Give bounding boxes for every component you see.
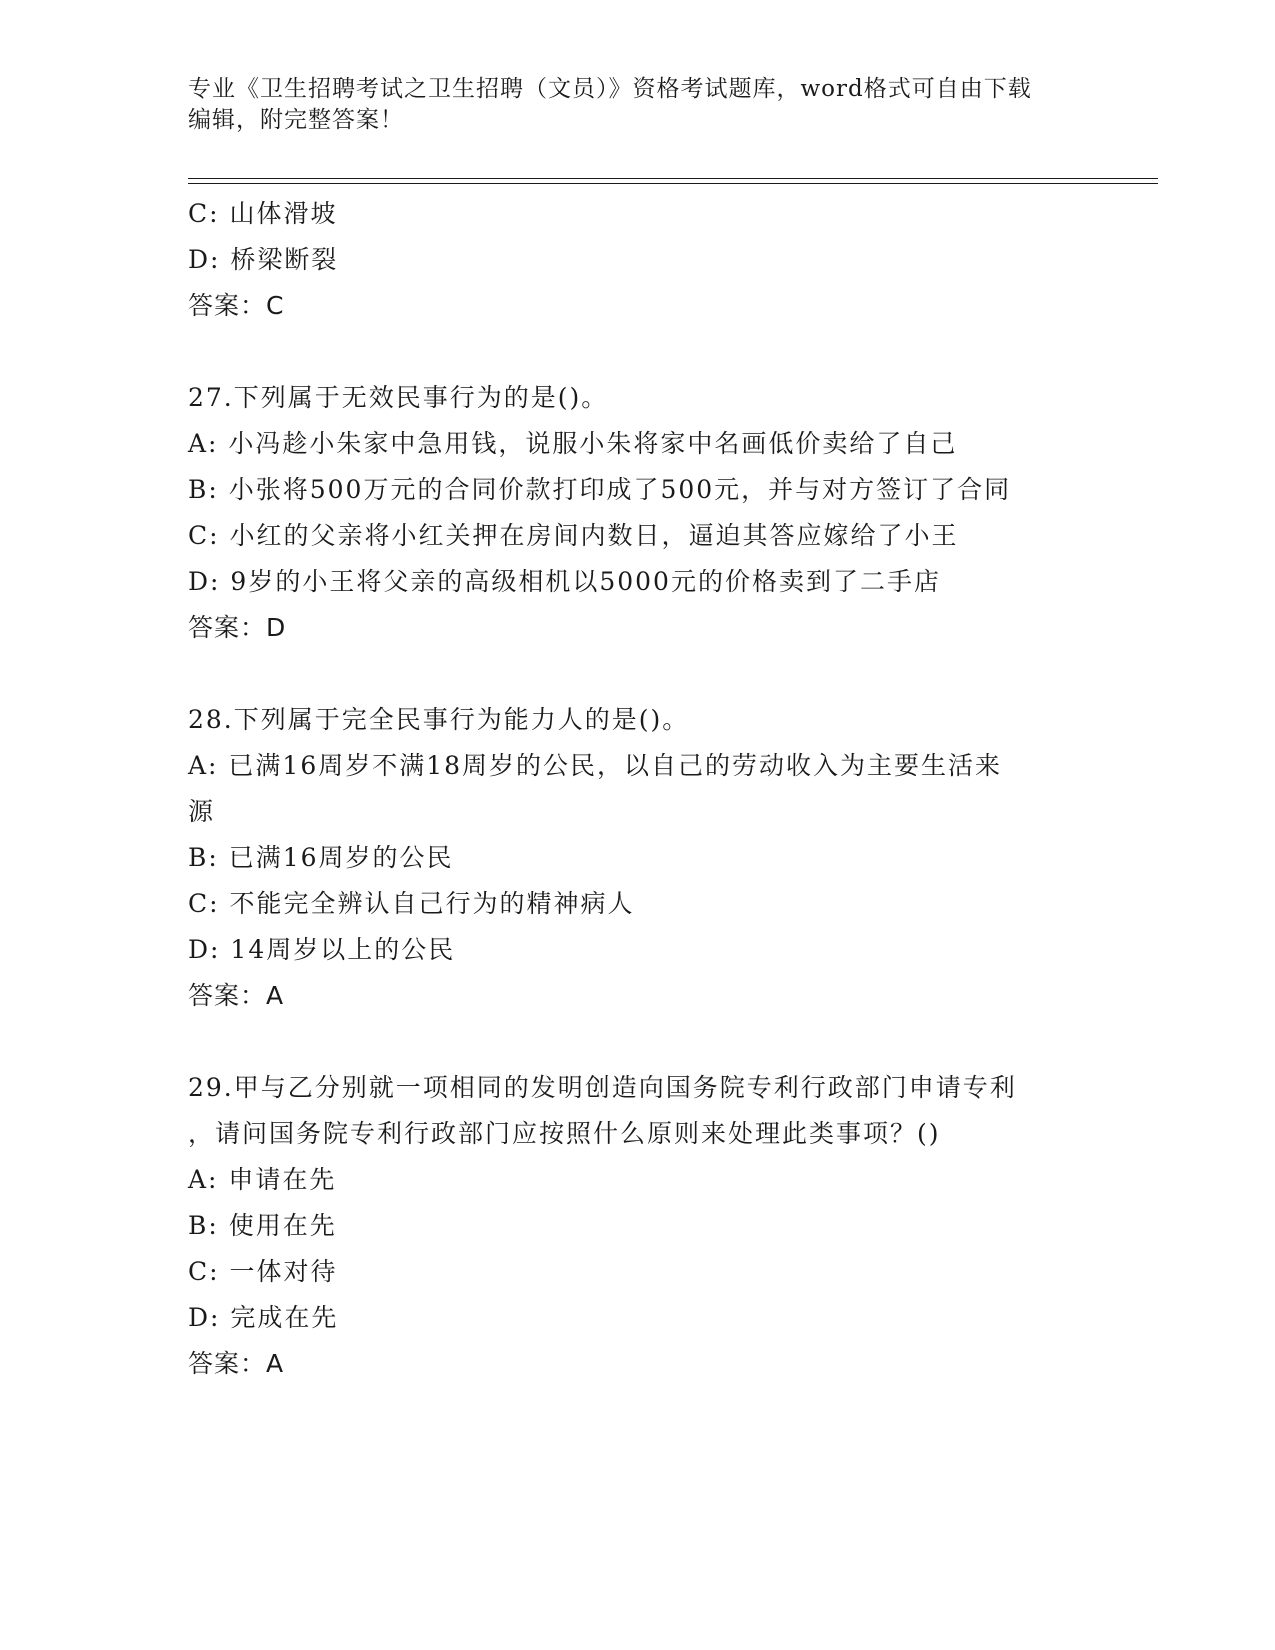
spacer [188, 329, 1088, 375]
question-27 [188, 375, 1088, 651]
header-line-1: 专业《卫生招聘考试之卫生招聘（文员）》资格考试题库，word格式可自由下载 [188, 76, 1032, 102]
question-26-tail [188, 191, 1088, 329]
spacer [188, 651, 1088, 697]
question-stem-continuation: ，请问国务院专利行政部门应按照什么原则来处理此类事项？() [188, 1119, 941, 1148]
option-b: B: 小张将500万元的合同价款打印成了500元，并与对方签订了合同 [188, 475, 1012, 504]
answer-line: 答案：A [188, 981, 285, 1010]
option-b: B: 已满16周岁的公民 [188, 843, 454, 872]
option-d: D: 9岁的小王将父亲的高级相机以5000元的价格卖到了二手店 [188, 567, 941, 596]
header-divider-top [188, 178, 1158, 179]
question-28 [188, 697, 1088, 1019]
answer-line: 答案：A [188, 1349, 285, 1378]
option-c: C: 不能完全辨认自己行为的精神病人 [188, 889, 635, 918]
option-d: D: 14周岁以上的公民 [188, 935, 456, 964]
answer-line: 答案：C [188, 291, 285, 320]
option-c: C: 山体滑坡 [188, 199, 338, 228]
answer-line: 答案：D [188, 613, 287, 642]
option-a: A: 申请在先 [188, 1165, 337, 1194]
question-stem: 27.下列属于无效民事行为的是()。 [188, 383, 609, 412]
spacer [188, 1019, 1088, 1065]
option-c: C: 小红的父亲将小红关押在房间内数日，逼迫其答应嫁给了小王 [188, 521, 959, 550]
question-stem: 29.甲与乙分别就一项相同的发明创造向国务院专利行政部门申请专利 [188, 1073, 1017, 1102]
option-a: A: 小冯趁小朱家中急用钱，说服小朱将家中名画低价卖给了自己 [188, 429, 958, 458]
option-b: B: 使用在先 [188, 1211, 337, 1240]
option-a: A: 已满16周岁不满18周岁的公民，以自己的劳动收入为主要生活来 [188, 751, 1003, 780]
option-a-continuation: 源 [188, 797, 216, 826]
option-d: D: 桥梁断裂 [188, 245, 339, 274]
option-c: C: 一体对待 [188, 1257, 338, 1286]
option-d: D: 完成在先 [188, 1303, 339, 1332]
question-29 [188, 1065, 1088, 1387]
document-header [188, 74, 1088, 136]
header-line-2: 编辑，附完整答案！ [188, 107, 404, 133]
question-list [188, 191, 1088, 1387]
question-stem: 28.下列属于完全民事行为能力人的是()。 [188, 705, 690, 734]
header-divider-bottom [188, 183, 1158, 184]
